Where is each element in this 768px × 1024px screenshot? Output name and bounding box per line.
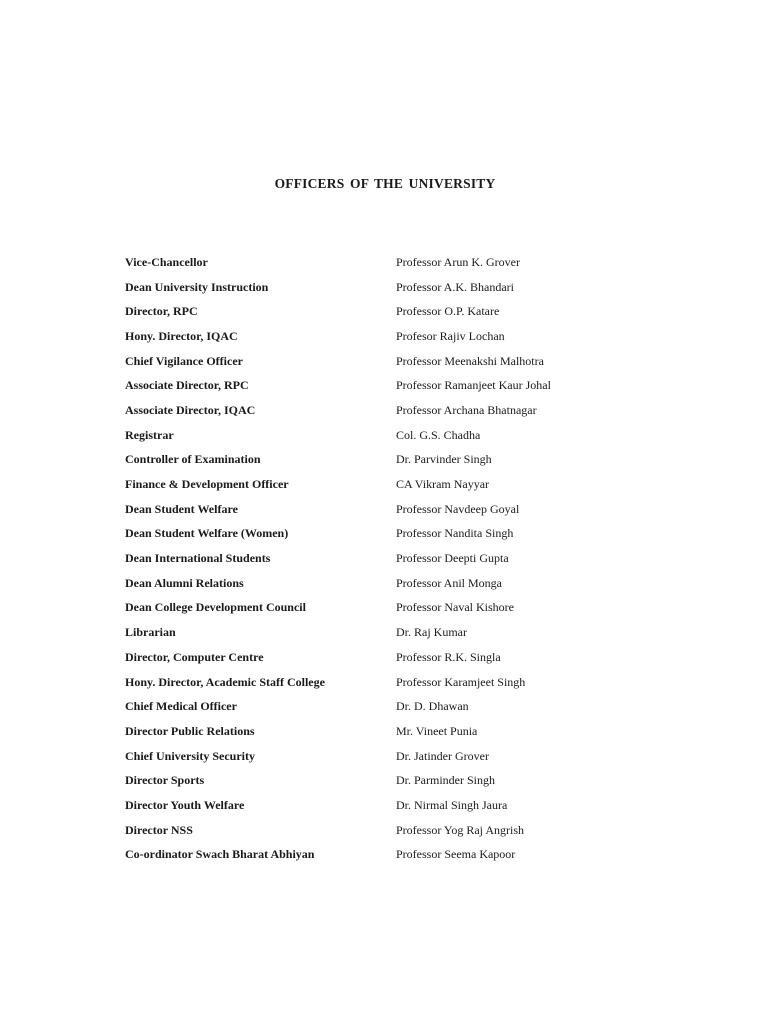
officer-name: Professor Arun K. Grover [396, 254, 520, 269]
officer-title: Dean International Students [125, 551, 271, 566]
officer-row [0, 670, 768, 695]
officer-row [0, 620, 768, 645]
officer-title: Vice-Chancellor [125, 254, 208, 269]
officer-row [0, 250, 768, 275]
officer-name: Dr. Nirmal Singh Jaura [396, 797, 508, 812]
officer-row [0, 843, 768, 868]
officer-title: Chief Vigilance Officer [125, 353, 243, 368]
officer-name: Professor Seema Kapoor [396, 847, 516, 862]
officer-title: Chief University Security [125, 748, 255, 763]
officer-name: Dr. Parminder Singh [396, 773, 495, 788]
officer-title: Dean Alumni Relations [125, 575, 244, 590]
officer-title: Controller of Examination [125, 452, 261, 467]
officer-name: Professor A.K. Bhandari [396, 279, 514, 294]
officer-name: Professor R.K. Singla [396, 649, 501, 664]
officer-name: Dr. Jatinder Grover [396, 748, 489, 763]
officer-title: Director Youth Welfare [125, 797, 245, 812]
officer-name: Col. G.S. Chadha [396, 427, 481, 442]
officer-title: Dean Student Welfare (Women) [125, 526, 289, 541]
officer-name: Professor Naval Kishore [396, 600, 514, 615]
officer-row [0, 373, 768, 398]
officer-title: Hony. Director, IQAC [125, 328, 238, 343]
officer-name: Professor Anil Monga [396, 575, 502, 590]
officer-row [0, 694, 768, 719]
officer-title: Director NSS [125, 822, 193, 837]
officer-row [0, 472, 768, 497]
officer-row [0, 324, 768, 349]
officer-name: Professor Archana Bhatnagar [396, 402, 537, 417]
officer-title: Director Sports [125, 773, 205, 788]
officer-title: Director, Computer Centre [125, 649, 264, 664]
officer-row [0, 275, 768, 300]
officer-title: Hony. Director, Academic Staff College [125, 674, 325, 689]
officer-name: Professor Karamjeet Singh [396, 674, 526, 689]
officer-row [0, 645, 768, 670]
officer-row [0, 423, 768, 448]
officer-row [0, 768, 768, 793]
officer-title: Registrar [125, 427, 174, 442]
officer-title: Associate Director, IQAC [125, 402, 256, 417]
officer-row [0, 349, 768, 374]
officer-title: Director Public Relations [125, 723, 255, 738]
officer-name: Professor Meenakshi Malhotra [396, 353, 544, 368]
officer-name: Professor Ramanjeet Kaur Johal [396, 378, 551, 393]
officer-title: Finance & Development Officer [125, 477, 289, 492]
officer-name: Mr. Vineet Punia [396, 723, 478, 738]
officer-row [0, 448, 768, 473]
officer-name: Professor O.P. Katare [396, 304, 500, 319]
officer-name: Dr. Parvinder Singh [396, 452, 492, 467]
officer-title: Chief Medical Officer [125, 699, 237, 714]
officer-title: Associate Director, RPC [125, 378, 249, 393]
officer-name: Professor Yog Raj Angrish [396, 822, 525, 837]
officer-name: Professor Navdeep Goyal [396, 501, 520, 516]
officer-list [0, 250, 768, 867]
officer-name: Dr. Raj Kumar [396, 625, 467, 640]
officer-title: Dean College Development Council [125, 600, 306, 615]
officer-name: Professor Nandita Singh [396, 526, 514, 541]
officer-title: Dean Student Welfare [125, 501, 238, 516]
officer-row [0, 546, 768, 571]
officer-row [0, 744, 768, 769]
officer-row [0, 793, 768, 818]
officer-title: Librarian [125, 625, 176, 640]
officer-row [0, 522, 768, 547]
officer-title: Dean University Instruction [125, 279, 269, 294]
page-title: OFFICERS OF THE UNIVERSITY [274, 176, 496, 191]
officer-name: CA Vikram Nayyar [396, 477, 490, 492]
officer-name: Dr. D. Dhawan [396, 699, 469, 714]
officer-name: Professor Deepti Gupta [396, 551, 509, 566]
officer-row [0, 299, 768, 324]
officer-row [0, 719, 768, 744]
officer-name: Profesor Rajiv Lochan [396, 328, 505, 343]
officer-row [0, 398, 768, 423]
officer-row [0, 497, 768, 522]
officer-title: Co-ordinator Swach Bharat Abhiyan [125, 847, 315, 862]
officer-row [0, 818, 768, 843]
officer-row [0, 596, 768, 621]
officer-row [0, 571, 768, 596]
officer-title: Director, RPC [125, 304, 198, 319]
